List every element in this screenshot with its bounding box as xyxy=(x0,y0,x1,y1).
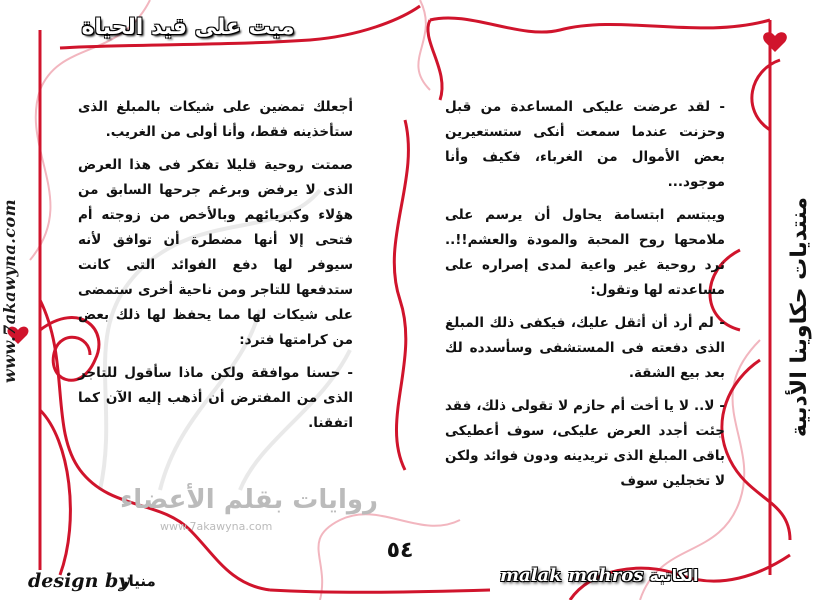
paragraph: - لم أرد أن أثقل عليك، فيكفى ذلك المبلغ الذى دفعته فى المستشفى وسأسدده لك بعد بيع الشقة. xyxy=(445,315,725,381)
watermark-text: روايات بقلم الأعضاء xyxy=(120,485,378,515)
right-text-column xyxy=(445,95,725,502)
paragraph: - لقد عرضت عليكى المساعدة من قبل وحزنت عندما سمعت أنكى ستستعيرين بعض الأموال من الغرباء، فكيف وأنا موجود... xyxy=(445,99,725,190)
design-by-label: design by xyxy=(28,570,130,592)
designer-name: منيار xyxy=(120,572,156,590)
author-name: malak mahros xyxy=(500,564,644,586)
page-number: ٥٤ xyxy=(386,538,414,563)
paragraph: - حسنا موافقة ولكن ماذا سأقول للتاجر الذى من المفترض أن أذهب إليه الآن كما اتفقنا. xyxy=(78,365,353,431)
story-title: ميت على قيد الحياة xyxy=(81,15,295,40)
forum-name-vertical: منتديات حكاوينا الأدبية xyxy=(787,196,812,438)
left-text-column xyxy=(78,95,353,444)
author-credit xyxy=(500,562,698,588)
site-url-vertical: www.7akawyna.com xyxy=(0,198,19,384)
page-header xyxy=(68,8,308,48)
paragraph: أجعلك تمضين على شيكات بالمبلغ الذى ستأخذينه فقط، وأنا أولى من الغريب. xyxy=(78,99,353,140)
watermark-url: www.7akawyna.com xyxy=(160,520,273,533)
paragraph: - لا.. لا يا أخت أم حازم لا تقولى ذلك، فقد جئت أجدد العرض عليكى، سوف أعطيكى باقى المبلغ الذى تريدينه ودون فوائد ولكن لا تخجلين سوف xyxy=(445,398,725,489)
paragraph: ويبتسم ابتسامة يحاول أن يرسم على ملامحها روح المحبة والمودة والعشم!!.. ترد روحية غير واعية لمدى إصراره على مساعدته لها وتقول: xyxy=(445,207,725,298)
paragraph: صمتت روحية قليلا تفكر فى هذا العرض الذى لا يرفض وبرغم جرحها السابق من هؤلاء وكبريائهم وبالأخص من زوجته أم فتحى إلا أنها مضطرة أن توافق لأنه سيوفر لها دفع الفوائد التى كانت ستدفعها للتاجر ومن ناحية أخرى ستمضى على شيكات لها مما يحفظ لها ذلك بعض من كرامتها فترد: xyxy=(78,157,353,348)
author-label: الكاتبة xyxy=(649,565,699,585)
